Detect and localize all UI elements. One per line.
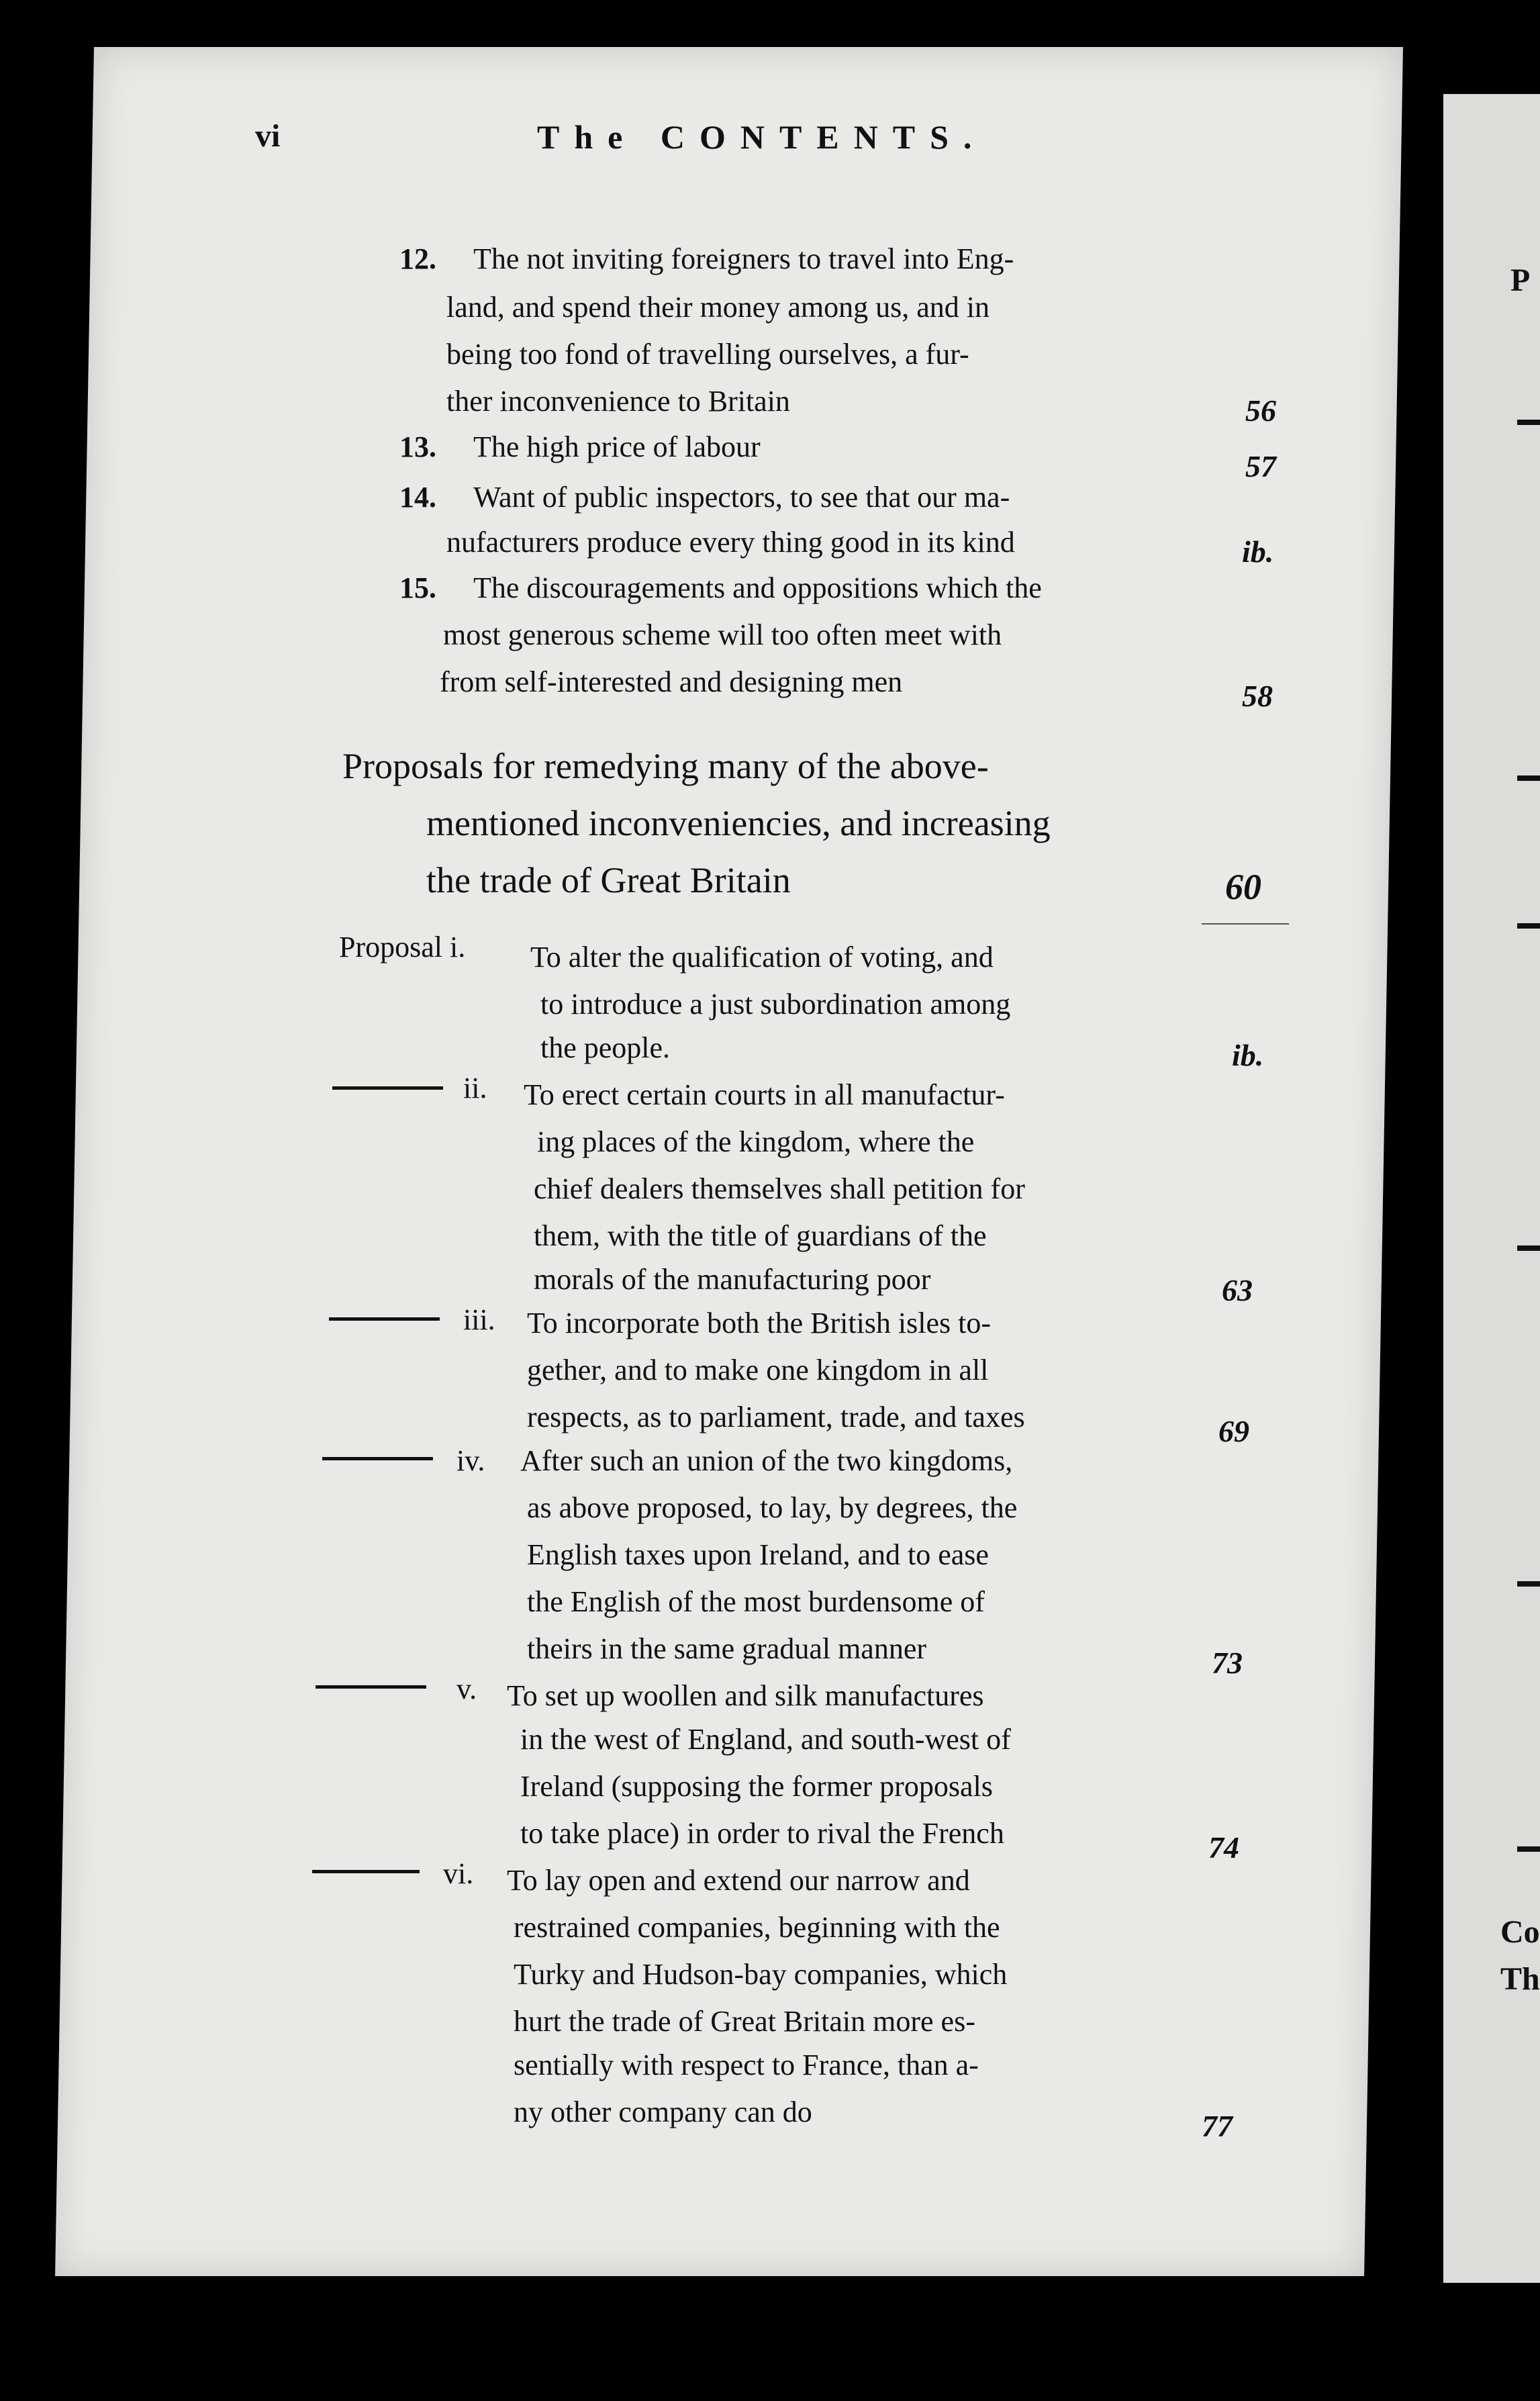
entry-line: most generous scheme will too often meet with xyxy=(443,618,1002,651)
proposal-prefix: iii. xyxy=(463,1303,495,1336)
page-title: The CONTENTS. xyxy=(537,118,987,156)
adjacent-page-line: Co xyxy=(1500,1914,1540,1950)
proposal-line: sentially with respect to France, than a- xyxy=(514,2049,979,2081)
entry-line: ther inconvenience to Britain xyxy=(446,385,790,418)
entry-page-number: 58 xyxy=(1242,679,1273,713)
proposal-line: to introduce a just subordination among xyxy=(540,988,1011,1021)
entry-line: being too fond of travelling ourselves, a fur- xyxy=(446,338,969,371)
proposal-line: chief dealers themselves shall petition for xyxy=(534,1172,1025,1205)
proposal-line: as above proposed, to lay, by degrees, the xyxy=(527,1491,1018,1524)
entry-page-number: 57 xyxy=(1245,449,1276,483)
proposal-line: hurt the trade of Great Britain more es- xyxy=(514,2005,975,2038)
proposal-line: To lay open and extend our narrow and xyxy=(507,1864,970,1897)
entry-line: from self-interested and designing men xyxy=(440,665,903,698)
proposal-line: them, with the title of guardians of the xyxy=(534,1219,987,1252)
proposal-line: ny other company can do xyxy=(514,2096,812,2128)
proposal-line: To set up woollen and silk manufactures xyxy=(507,1679,984,1712)
entry-page-number: ib. xyxy=(1242,534,1274,569)
entry-page-number: 56 xyxy=(1245,393,1276,428)
ditto-dash xyxy=(329,1317,440,1321)
proposal-page-number: ib. xyxy=(1232,1038,1264,1072)
proposal-line: to take place) in order to rival the French xyxy=(520,1817,1004,1850)
entry-line: land, and spend their money among us, and in xyxy=(446,291,990,324)
proposal-line: Ireland (supposing the former proposals xyxy=(520,1770,993,1803)
entry-line: The high price of labour xyxy=(473,430,761,463)
entry-number: 14. xyxy=(399,481,436,514)
entry-line: Want of public inspectors, to see that our ma- xyxy=(473,481,1010,514)
proposal-line: To erect certain courts in all manufactur- xyxy=(524,1078,1005,1111)
entry-line: The discouragements and oppositions which the xyxy=(473,571,1042,604)
proposal-page-number: 77 xyxy=(1202,2109,1233,2143)
entry-number: 15. xyxy=(399,571,436,604)
proposal-line: the people. xyxy=(540,1031,671,1064)
proposal-line: After such an union of the two kingdoms, xyxy=(520,1444,1013,1477)
proposal-line: in the west of England, and south-west of xyxy=(520,1723,1011,1756)
section-heading-line: the trade of Great Britain xyxy=(426,860,791,900)
proposal-line: morals of the manufacturing poor xyxy=(534,1263,931,1296)
entry-line: nufacturers produce every thing good in its kind xyxy=(446,526,1015,559)
ditto-dash xyxy=(332,1086,443,1090)
proposal-prefix: vi. xyxy=(443,1857,474,1890)
proposal-prefix: Proposal i. xyxy=(339,931,466,963)
ditto-dash xyxy=(312,1870,420,1873)
proposal-line: respects, as to parliament, trade, and taxes xyxy=(527,1401,1025,1433)
adjacent-page-letter: P xyxy=(1510,263,1531,298)
proposal-page-number: 74 xyxy=(1208,1830,1239,1865)
entry-number: 12. xyxy=(399,242,436,275)
proposal-line: restrained companies, beginning with the xyxy=(514,1911,1000,1944)
ditto-dash xyxy=(322,1457,433,1460)
proposal-line: To alter the qualification of voting, and xyxy=(530,941,994,974)
proposal-line: To incorporate both the British isles to- xyxy=(527,1307,992,1339)
proposal-page-number: 63 xyxy=(1222,1273,1253,1307)
entry-number: 13. xyxy=(399,430,436,463)
proposal-prefix: iv. xyxy=(456,1444,485,1477)
entry-line: The not inviting foreigners to travel into Eng- xyxy=(473,242,1014,275)
adjacent-page-line: Th xyxy=(1500,1961,1540,1997)
running-header xyxy=(255,117,1161,178)
proposal-line: gether, and to make one kingdom in all xyxy=(527,1354,989,1386)
page-number: vi xyxy=(255,118,281,154)
section-rule xyxy=(1202,923,1289,925)
section-heading-line: mentioned inconveniencies, and increasing xyxy=(426,803,1051,843)
proposal-line: Turky and Hudson-bay companies, which xyxy=(514,1958,1008,1991)
section-heading-line: Proposals for remedying many of the above- xyxy=(342,746,989,786)
proposal-line: English taxes upon Ireland, and to ease xyxy=(527,1538,989,1571)
proposal-page-number: 73 xyxy=(1212,1646,1243,1680)
proposal-prefix: v. xyxy=(456,1673,477,1705)
section-page-number: 60 xyxy=(1225,867,1261,907)
proposal-page-number: 69 xyxy=(1218,1414,1249,1448)
proposal-line: ing places of the kingdom, where the xyxy=(537,1125,975,1158)
proposal-prefix: ii. xyxy=(463,1072,487,1104)
proposal-line: the English of the most burdensome of xyxy=(527,1585,985,1618)
ditto-dash xyxy=(316,1685,426,1689)
proposal-line: theirs in the same gradual manner xyxy=(527,1632,927,1665)
